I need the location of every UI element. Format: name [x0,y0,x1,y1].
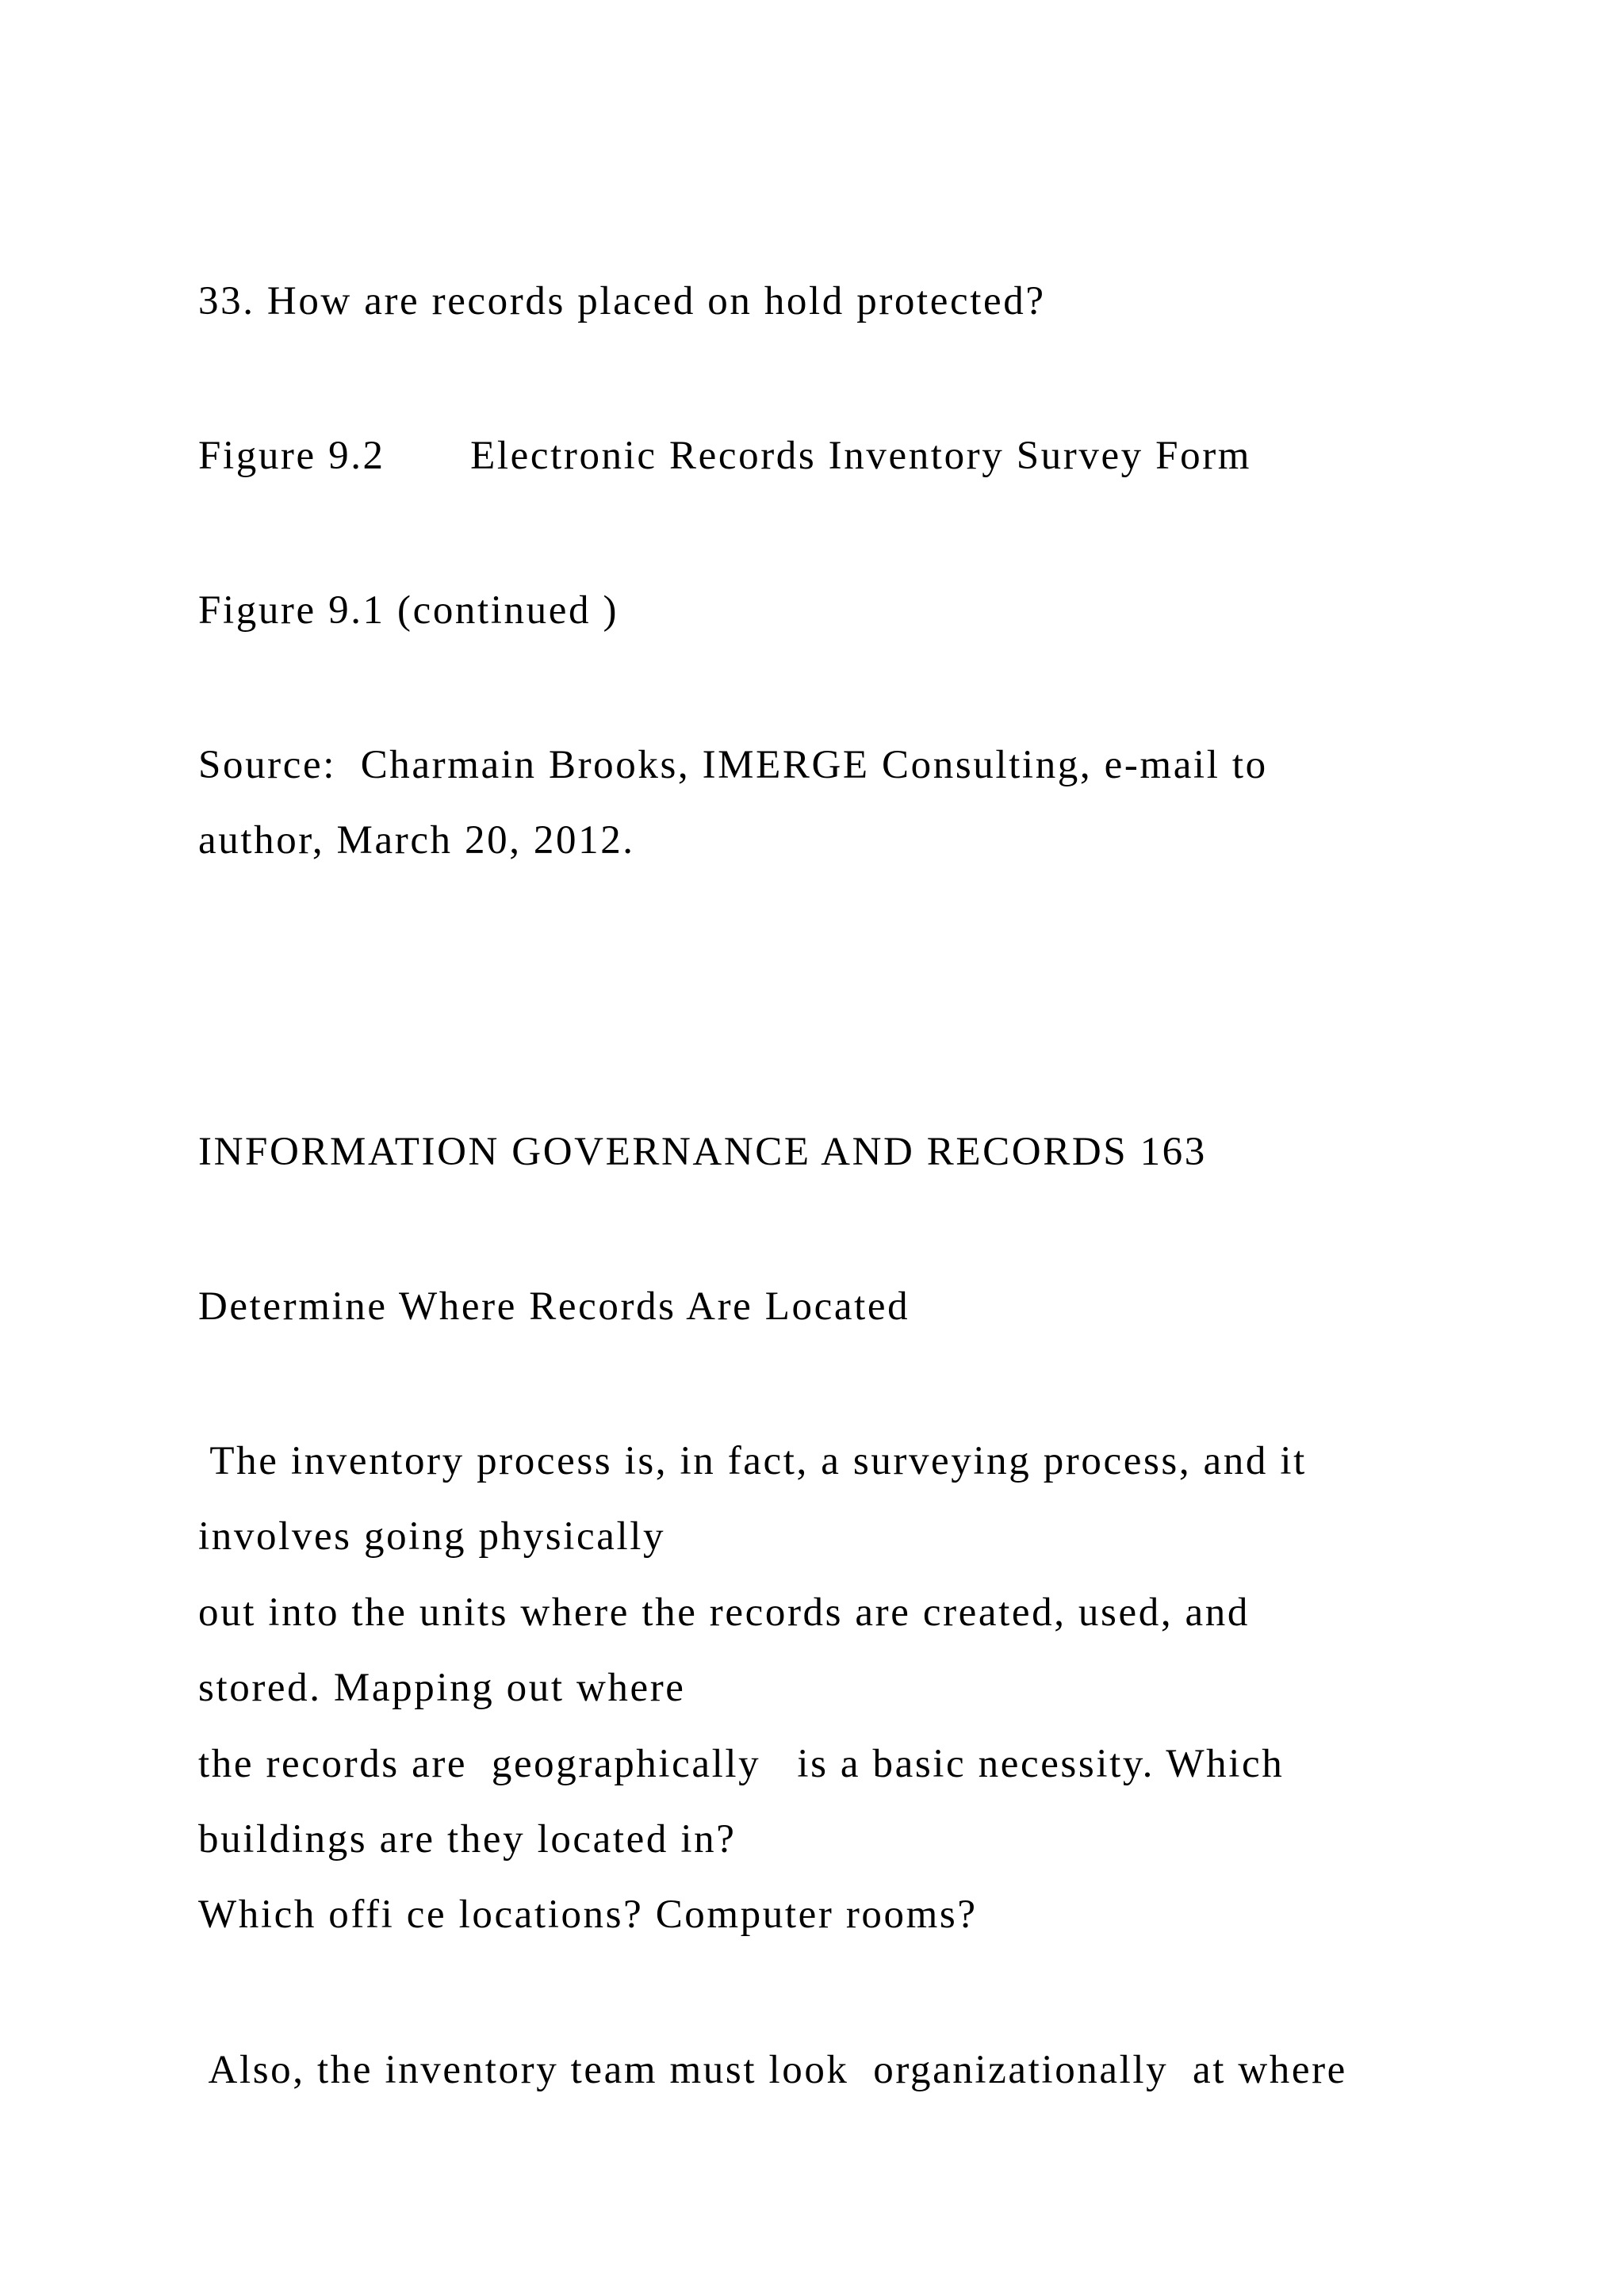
source-line-2: author, March 20, 2012. [198,818,635,863]
paragraph-1-line-4: stored. Mapping out where [198,1666,686,1710]
figure-9-2-caption: Figure 9.2 Electronic Records Inventory Survey Form [198,434,1252,478]
paragraph-1-line-2: involves going physically [198,1514,666,1559]
paragraph-2-line-1: Also, the inventory team must look organizationally at where [198,2048,1347,2092]
paragraph-1-line-5: the records are geographically is a basic necessity. Which [198,1742,1285,1786]
paragraph-1-line-6: buildings are they located in? [198,1817,737,1862]
paragraph-1-line-7: Which offi ce locations? Computer rooms? [198,1892,978,1937]
paragraph-1-line-1: The inventory process is, in fact, a surveying process, and it [198,1439,1307,1483]
paragraph-1-line-3: out into the units where the records are created, used, and [198,1590,1250,1635]
figure-9-1-continued: Figure 9.1 (continued ) [198,588,619,633]
section-heading: Determine Where Records Are Located [198,1284,910,1329]
question-33: 33. How are records placed on hold protected? [198,279,1046,323]
running-header: INFORMATION GOVERNANCE AND RECORDS 163 [198,1130,1207,1174]
source-line-1: Source: Charmain Brooks, IMERGE Consulting, e-mail to [198,743,1268,787]
